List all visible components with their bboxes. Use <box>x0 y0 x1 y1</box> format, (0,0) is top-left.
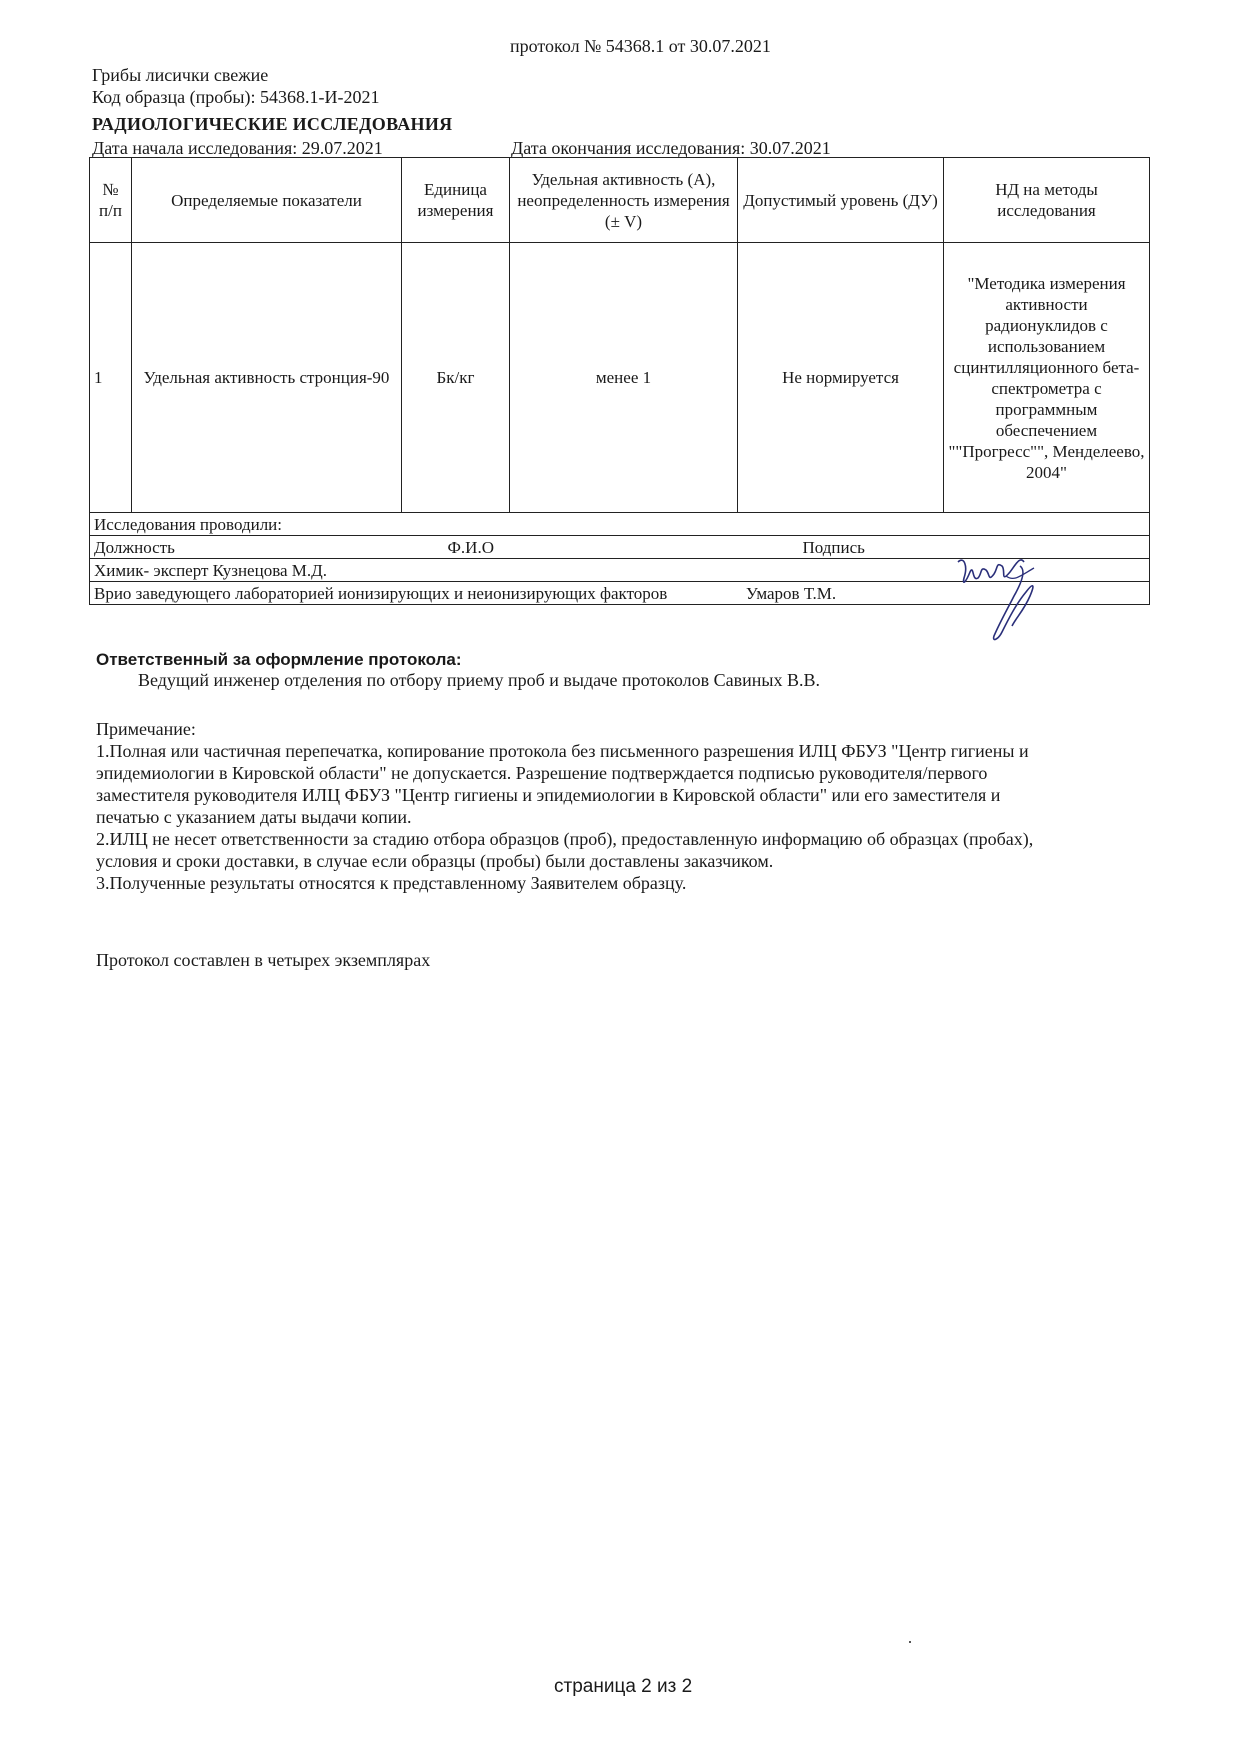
note-line: условия и сроки доставки, в случае если образцы (пробы) были доставлены заказчиком. <box>96 851 774 871</box>
cell-indicator: Удельная активность стронция-90 <box>132 243 402 513</box>
header-limit: Допустимый уровень (ДУ) <box>738 158 944 243</box>
conducted-label: Исследования проводили: <box>90 513 1150 536</box>
notes-title: Примечание: <box>96 719 196 739</box>
notes-block <box>96 718 1156 894</box>
position-label: Должность <box>90 536 402 559</box>
note-line: 2.ИЛЦ не несет ответственности за стадию отбора образцов (проб), предоставленную информацию об образцах (пробах), <box>96 829 1034 849</box>
conducted-row <box>90 513 1150 536</box>
table-row <box>90 243 1150 513</box>
note-line: 1.Полная или частичная перепечатка, копирование протокола без письменного разрешения ИЛЦ ФБУЗ "Центр гигиены и <box>96 741 1029 761</box>
product-name: Грибы лисички свежие <box>92 65 269 85</box>
staff-position: Врио заведующего лабораторией ионизирующих и неионизирующих факторов <box>94 584 668 603</box>
date-end: Дата окончания исследования: 30.07.2021 <box>511 138 831 158</box>
responsible-title: Ответственный за оформление протокола: <box>96 650 462 669</box>
page-number: страница 2 из 2 <box>554 1676 693 1697</box>
scan-dot <box>909 1641 911 1643</box>
header-num: № п/п <box>90 158 132 243</box>
note-line: заместителя руководителя ИЛЦ ФБУЗ "Центр гигиены и эпидемиологии в Кировской области" или его заместителя и <box>96 785 1001 805</box>
results-table <box>89 157 1150 605</box>
responsible-text: Ведущий инженер отделения по отбору приему проб и выдаче протоколов Савиных В.В. <box>138 670 820 690</box>
date-start: Дата начала исследования: 29.07.2021 <box>92 138 383 158</box>
staff-name: Умаров Т.М. <box>745 584 837 603</box>
cell-num: 1 <box>90 243 132 513</box>
cell-activity: менее 1 <box>510 243 738 513</box>
note-line: 3.Полученные результаты относятся к представленному Заявителем образцу. <box>96 873 687 893</box>
cell-limit: Не нормируется <box>738 243 944 513</box>
handwritten-signature <box>950 552 1070 652</box>
note-line: эпидемиологии в Кировской области" не допускается. Разрешение подтверждается подписью руководителя/первого <box>96 763 988 783</box>
cell-unit: Бк/кг <box>402 243 510 513</box>
signature-label: Подпись <box>802 538 865 557</box>
name-label: Ф.И.О <box>447 538 494 557</box>
table-header-row <box>90 158 1150 243</box>
header-activity: Удельная активность (А), неопределенность измерения (± V) <box>510 158 738 243</box>
staff-position-name: Химик- эксперт Кузнецова М.Д. <box>90 559 1150 582</box>
header-indicator: Определяемые показатели <box>132 158 402 243</box>
cell-method: "Методика измерения активности радионуклидов с использованием сцинтилляционного бета-спектрометра с программным обеспечением ""Прогресс"", Менделеево, 2004" <box>944 243 1150 513</box>
section-title: РАДИОЛОГИЧЕСКИЕ ИССЛЕДОВАНИЯ <box>92 114 453 134</box>
copies-note: Протокол составлен в четырех экземплярах <box>96 950 431 970</box>
protocol-number: протокол № 54368.1 от 30.07.2021 <box>510 36 771 56</box>
header-unit: Единица измерения <box>402 158 510 243</box>
note-line: печатью с указанием даты выдачи копии. <box>96 807 412 827</box>
sample-code: Код образца (пробы): 54368.1-И-2021 <box>92 87 380 107</box>
header-method: НД на методы исследования <box>944 158 1150 243</box>
